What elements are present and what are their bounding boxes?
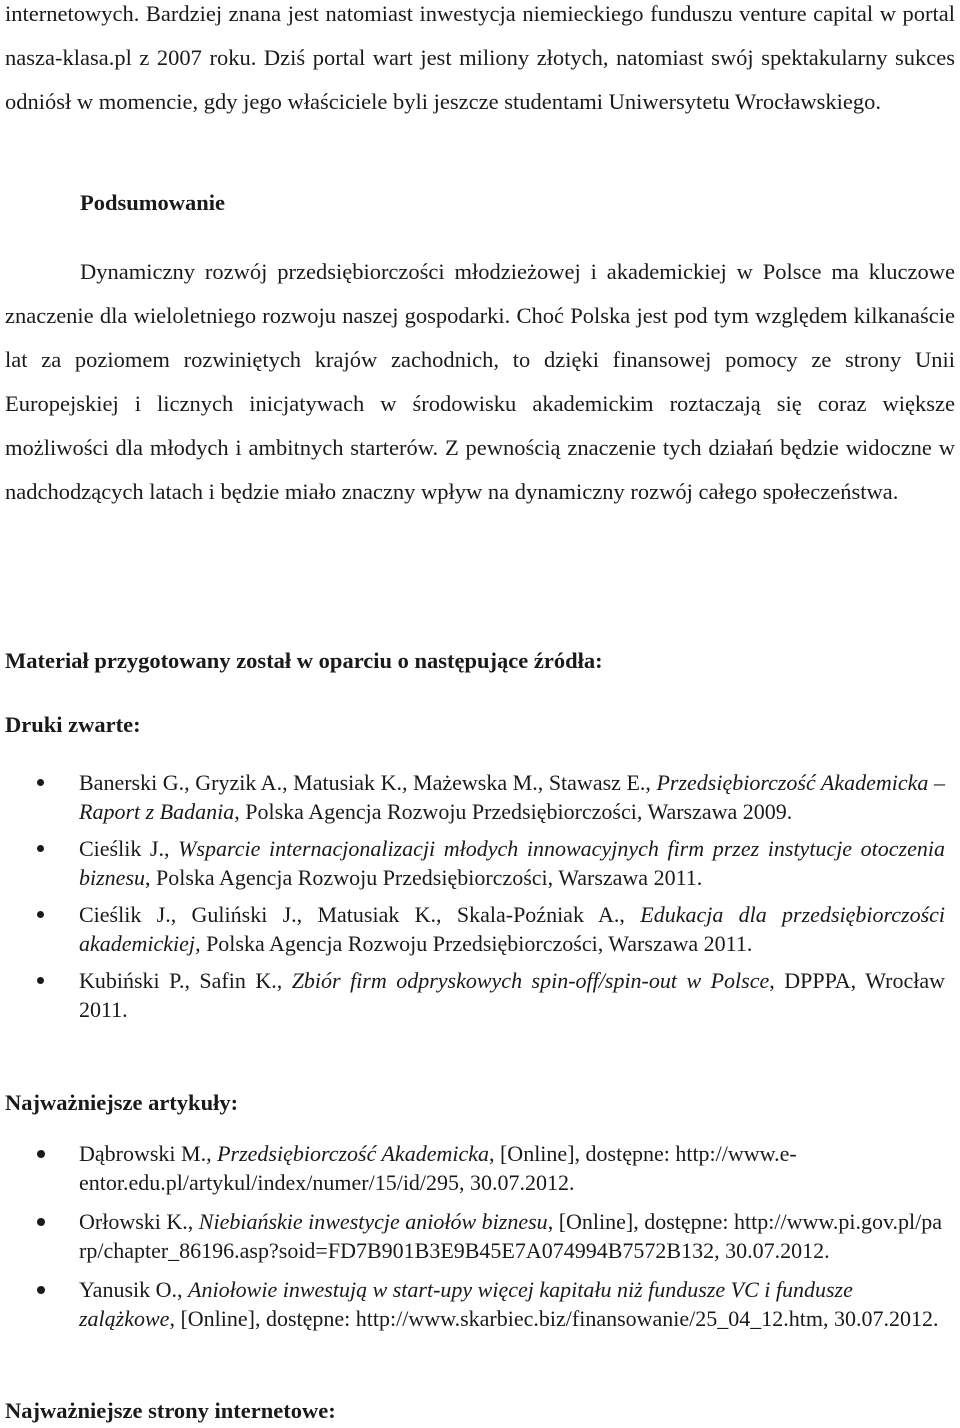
citation-details: , [Online], dostępne: http://www.skarbiec.biz/finansowanie/25_04_12.htm, 30.07.2012. (169, 1306, 939, 1331)
citation-title: Edukacja dla przedsiębiorczości akademickiej (79, 902, 946, 956)
citation-authors: Cieślik J., (79, 836, 179, 861)
citation-details: , [Online], dostępne: http://www.e-entor.edu.pl/artykul/index/numer/15/id/295, 30.07.2012. (79, 1141, 797, 1195)
citation-authors: Orłowski K., (79, 1209, 199, 1234)
list-item (5, 1139, 945, 1197)
citation-authors: Dąbrowski M., (79, 1141, 218, 1166)
citation-title: Przedsiębiorczość Akademicka – Raport z Badania (79, 770, 945, 824)
citation-title: Wsparcie internacjonalizacji młodych innowacyjnych firm przez instytucje otoczenia biznesu (79, 836, 945, 890)
citation-authors: Kubiński P., Safin K., (79, 968, 292, 993)
bullet-icon (37, 1286, 45, 1294)
citation-details: , Polska Agencja Rozwoju Przedsiębiorczości, Warszawa 2009. (234, 799, 793, 824)
list-item (5, 768, 945, 826)
summary-paragraph: Dynamiczny rozwój przedsiębiorczości młodzieżowej i akademickiej w Polsce ma kluczowe znaczenie dla wieloletniego rozwoju naszej gospodarki. Choć Polska jest pod tym względem kilkanaście lat za poziomem rozwiniętych krajów zachodnich, to dzięki finansowej pomocy ze strony Unii Europejskiej i licznych inicjatywach w środowisku akademickim roztaczają się coraz większe możliwości dla młodych i ambitnych starterów. Z pewnością znaczenie tych działań będzie widoczne w nadchodzących latach i będzie miało znaczny wpływ na dynamiczny rozwój całego społeczeństwa. (5, 259, 955, 504)
citation-authors: Yanusik O., (79, 1277, 189, 1302)
citation-title: Aniołowie inwestują w start-upy więcej kapitału niż fundusze VC i fundusze zalążkowe (79, 1277, 853, 1331)
citation-title: Przedsiębiorczość Akademicka (217, 1141, 489, 1166)
articles-list (5, 1139, 945, 1343)
citation-details: , DPPPA, Wrocław 2011. (79, 968, 945, 1022)
articles-heading: Najważniejsze artykuły: (5, 1090, 239, 1115)
list-item (5, 834, 945, 892)
bullet-icon (37, 1150, 45, 1158)
list-item (5, 966, 945, 1024)
list-item (5, 900, 945, 958)
websites-heading: Najważniejsze strony internetowe: (5, 1398, 336, 1423)
bullet-icon (37, 845, 44, 852)
print-list (5, 768, 945, 1032)
citation-title: Niebiańskie inwestycje aniołów biznesu (198, 1209, 548, 1234)
bullet-icon (37, 911, 44, 918)
citation-title: Zbiór firm odpryskowych spin-off/spin-out w Polsce (291, 968, 770, 993)
citation-details: , [Online], dostępne: http://www.pi.gov.pl/parp/chapter_86196.asp?soid=FD7B901B3E9B45E7A074994B7572B132, 30.07.2012. (79, 1209, 943, 1263)
citation-authors: Cieślik J., Guliński J., Matusiak K., Skala-Poźniak A., (79, 902, 641, 927)
citation-details: , Polska Agencja Rozwoju Przedsiębiorczości, Warszawa 2011. (195, 931, 753, 956)
bullet-icon (37, 977, 44, 984)
bullet-icon (37, 1218, 45, 1226)
citation-authors: Banerski G., Gryzik A., Matusiak K., Mażewska M., Stawasz E., (79, 770, 657, 795)
sources-heading: Materiał przygotowany został w oparciu o następujące źródła: (5, 648, 603, 673)
citation-details: , Polska Agencja Rozwoju Przedsiębiorczości, Warszawa 2011. (145, 865, 703, 890)
list-item (5, 1207, 945, 1265)
bullet-icon (37, 779, 44, 786)
list-item (5, 1275, 945, 1333)
intro-paragraph: internetowych. Bardziej znana jest natomiast inwestycja niemieckiego funduszu venture capital w portal nasza-klasa.pl z 2007 roku. Dziś portal wart jest miliony złotych, natomiast swój spektakularny sukces odniósł w momencie, gdy jego właściciele byli jeszcze studentami Uniwersytetu Wrocławskiego. (5, 1, 955, 114)
summary-heading: Podsumowanie (80, 190, 226, 215)
print-heading: Druki zwarte: (5, 712, 141, 737)
